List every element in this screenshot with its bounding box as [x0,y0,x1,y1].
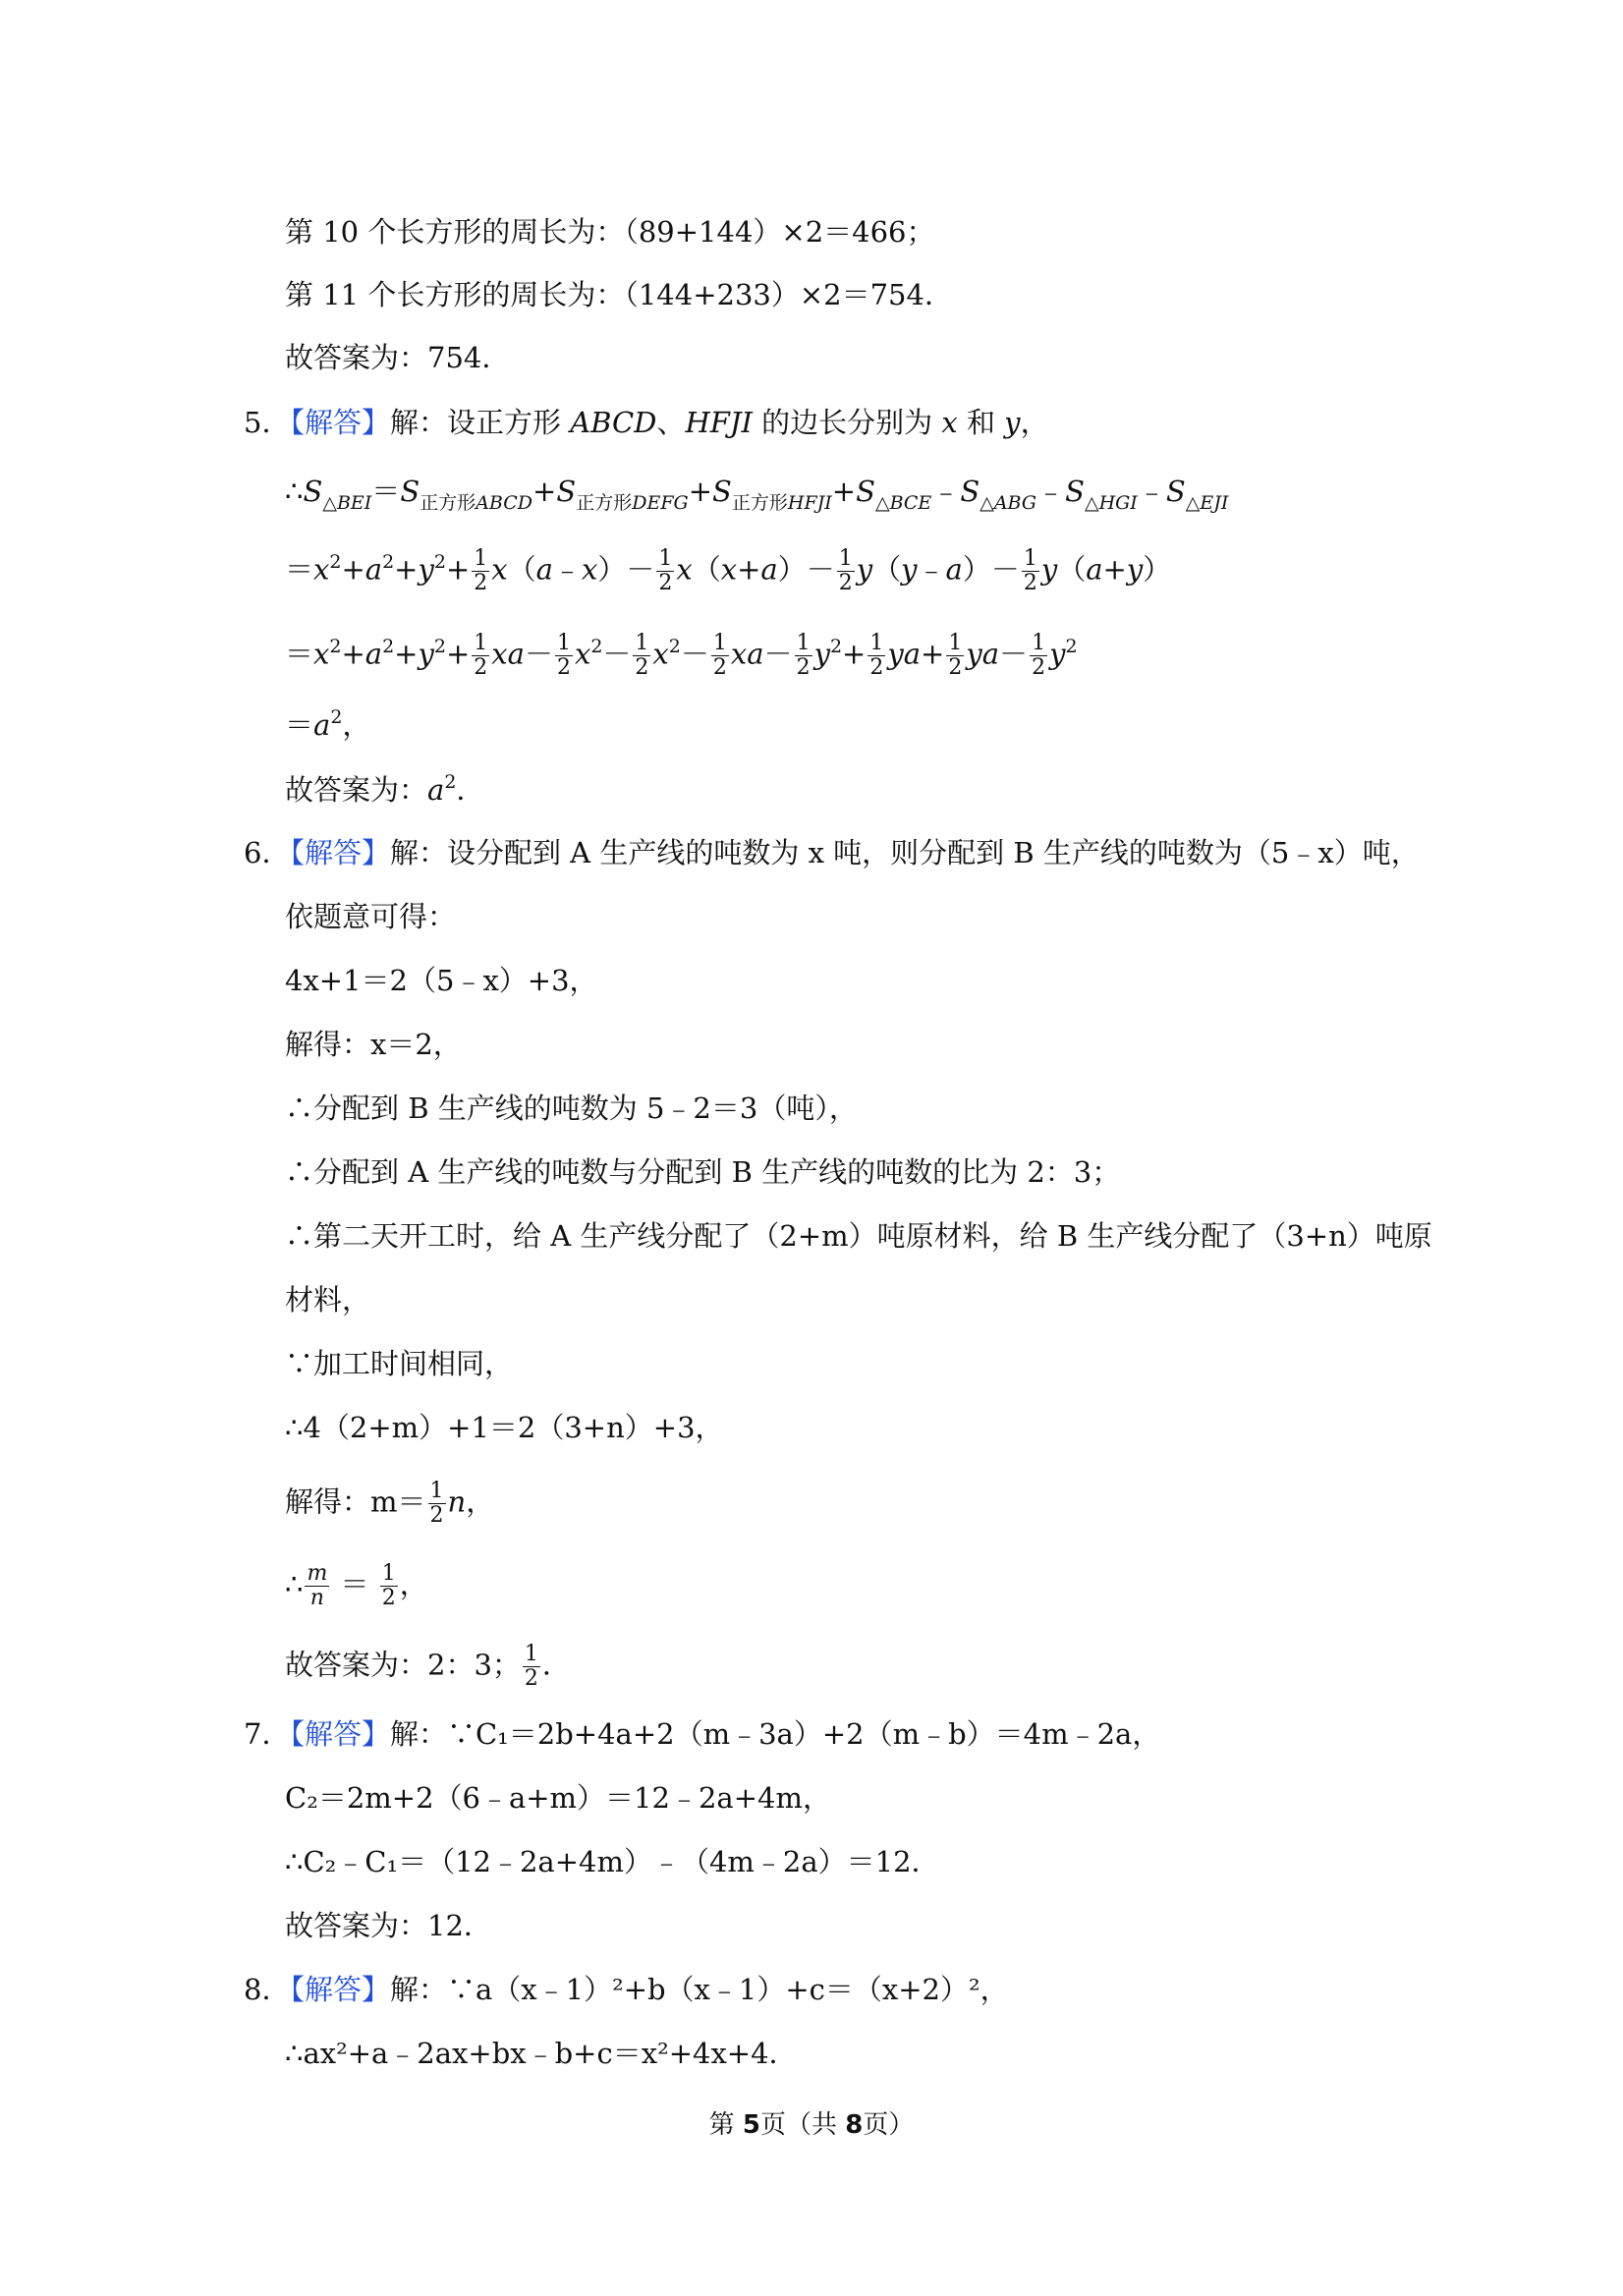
text-line: 依题意可得： [285,900,457,933]
page-number: 5 [742,2110,760,2140]
text-line: ∴分配到 B 生产线的吨数为 5﹣2＝3（吨）， [285,1092,858,1125]
text-line: 第 10 个长方形的周长为：（89+144）×2＝466； [285,215,935,249]
text-line: ∴第二天开工时，给 A 生产线分配了（2+m）吨原材料，给 B 生产线分配了（3+n）吨原 [285,1219,1432,1253]
formula-line: 解得：x＝2， [285,1028,462,1061]
text-line: ∴分配到 A 生产线的吨数与分配到 B 生产线的吨数的比为 2：3； [285,1155,1121,1189]
answer-line: 故答案为：$a^2$． [285,771,485,807]
formula-line: C₂＝2m+2（6﹣a+m）＝12﹣2a+4m， [285,1781,831,1815]
text-line: 材料， [285,1283,371,1316]
text-line: ∵加工时间相同， [285,1347,514,1380]
formula-line: ∴4（2+m）+1＝2（3+n）+3， [285,1411,724,1444]
formula-line: 4x+1＝2（5﹣x）+3， [285,964,598,997]
formula-line: ∴ax²+a﹣2ax+bx﹣b+c＝x²+4x+4． [285,2037,798,2070]
formula-line: ∴ $\frac{m}{n}$ ＝ $\frac{1}{2}$ ， [285,1561,428,1610]
problem-7-header: 7．【解答】解：∵C₁＝2b+4a+2（m﹣3a）+2（m﹣b）＝4m﹣2a， [244,1717,1161,1751]
answer-line: 故答案为：754． [285,341,511,374]
answer-line: 故答案为：2：3； $\frac{1}{2}$ ． [285,1642,571,1691]
formula-line: $\therefore S_{\triangle BEI}=S_{正方形ABCD}+S_{正方形DEFG}+S_{正方形HFJI}+S_{\triangle BCE}﹣S_{\triangle ABG}﹣S_{\triangle HGI}﹣S_{\triangle EJI}$ [285,475,1229,514]
answer-tag: 【解答】 [290,1973,390,2006]
problem-5-header: 5．【解答】解：设正方形 ABCD、HFJI 的边长分别为 x 和 y， [244,406,1049,439]
answer-tag: 【解答】 [290,1717,390,1751]
page-footer: 第 5页（共 8页） [708,2110,915,2140]
problem-6-header: 6．【解答】解：设分配到 A 生产线的吨数为 x 吨，则分配到 B 生产线的吨数为（5﹣x）吨， [244,836,1420,869]
formula-line: ∴C₂﹣C₁＝（12﹣2a+4m）﹣（4m﹣2a）＝12． [285,1845,940,1878]
formula-line: $=x^2+a^2+y^2+$ $\frac{1}{2}$ x（a﹣x）－ $\frac{1}{2}$ x（x+a）－ $\frac{1}{2}$ y（y﹣a）－ $\frac{1}{2}$ y（a+y） [285,546,1172,595]
formula-line: $=a^2$， [285,706,371,742]
text-line: 第 11 个长方形的周长为：（144+233）×2＝754． [285,278,953,311]
page-total: 8 [845,2110,864,2140]
answer-line: 故答案为：12． [285,1909,492,1942]
answer-tag: 【解答】 [290,406,390,439]
answer-tag: 【解答】 [290,836,390,869]
formula-line: $=x^2+a^2+y^2+$ $\frac{1}{2}$ xa－ $\frac{1}{2}$ $x^2-$ $\frac{1}{2}$ $x^2-$ $\frac{1}{2}$ xa－ $\frac{1}{2}$ $y^2+$ $\frac{1}{2}$ ya+ $\frac{1}{2}$ ya－ $\frac{1}{2}$ $y^2$ [285,631,1078,680]
formula-line: 解得：m＝ $\frac{1}{2}$ n， [285,1479,495,1528]
problem-8-header: 8．【解答】解：∵a（x﹣1）²+b（x﹣1）+c＝（x+2）²， [244,1973,1009,2006]
